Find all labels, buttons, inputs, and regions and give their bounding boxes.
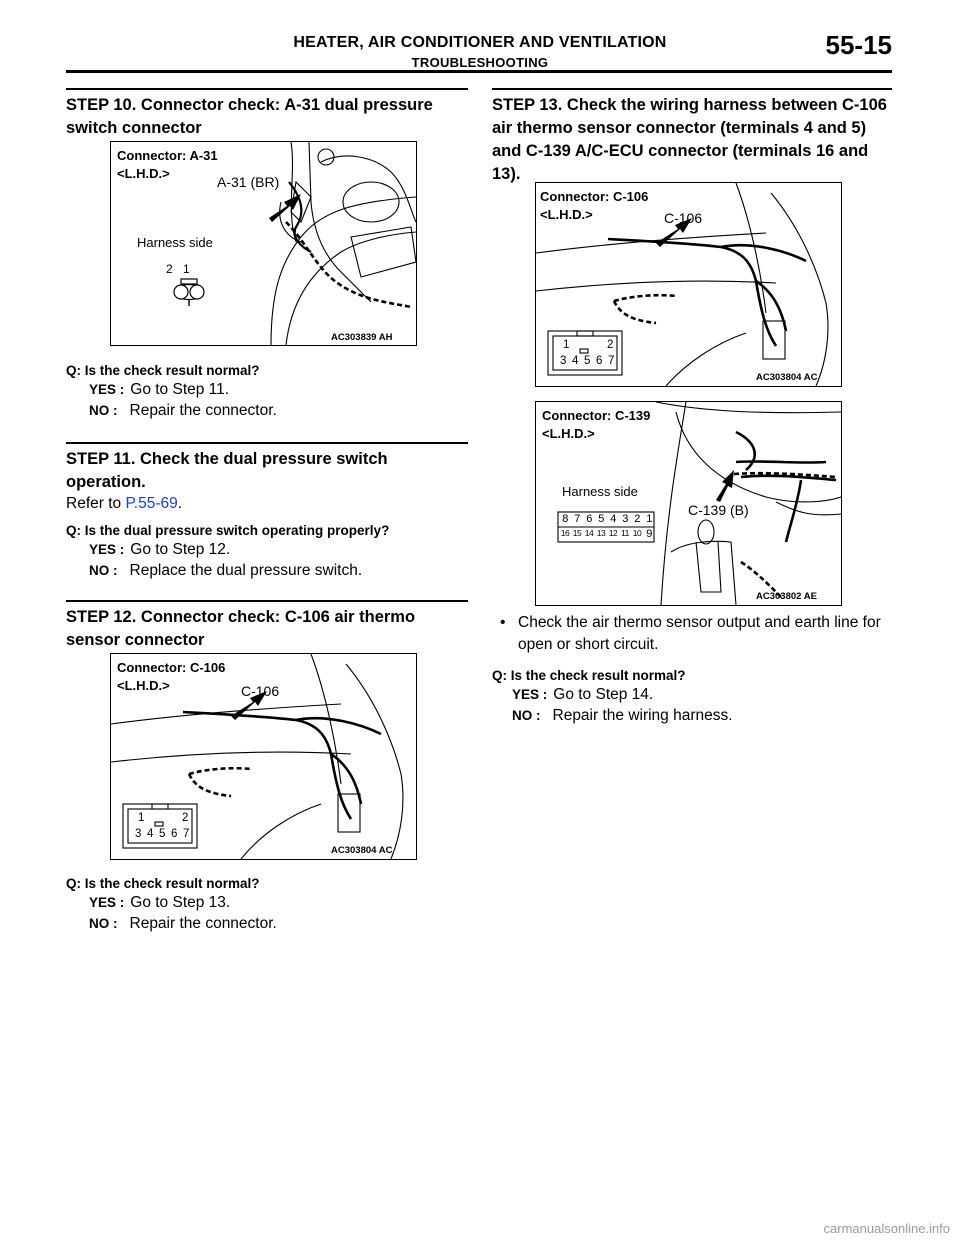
figure-c106-left (110, 653, 417, 860)
step-11-reference (66, 495, 468, 513)
step-10-no (66, 402, 468, 420)
pin-9: 9 (646, 528, 652, 540)
pin-5: 5 (584, 355, 591, 367)
pin-2: 2 (182, 812, 189, 824)
step-13-body (492, 612, 892, 725)
yes-text: Go to Step 13. (130, 894, 231, 911)
bullet-dot: • (500, 614, 506, 631)
section-title: HEATER, AIR CONDITIONER AND VENTILATION (293, 34, 667, 51)
ref-suffix: . (177, 495, 183, 512)
pin-1: 1 (563, 339, 570, 351)
pin-7: 7 (574, 513, 580, 525)
step-13-no (492, 707, 892, 725)
step-13 (492, 88, 892, 186)
step-13-title: STEP 13. Check the wiring harness between C-106 air thermo sensor connector (terminals 4 and 5) and C-139 A/C-ECU connector (terminals 16 and 13). (492, 96, 887, 183)
connector-face-a31 (174, 279, 204, 306)
pin-6: 6 (171, 828, 178, 840)
step-12-question: Q: Is the check result normal? (66, 876, 260, 891)
no-text: Repair the connector. (129, 402, 277, 419)
figure-c106-right (535, 182, 842, 387)
pin-1: 1 (183, 262, 190, 276)
pin-2: 2 (607, 339, 614, 351)
step-11-title: STEP 11. Check the dual pressure switch operation. (66, 450, 388, 491)
figure-id: AC303804 AC (756, 372, 818, 383)
section-subtitle: TROUBLESHOOTING (411, 55, 549, 70)
figure-callout-label: C-106 (241, 683, 280, 699)
figure-lhd-label: <L.H.D.> (117, 166, 170, 181)
left-column (66, 88, 468, 140)
bullet-text: Check the air thermo sensor output and earth line for open or short circuit. (518, 614, 881, 653)
step-10-answers (66, 363, 468, 420)
figure-connector-label: Connector: C-106 (117, 660, 226, 675)
figure-connector-label: Connector: A-31 (117, 148, 218, 163)
pin-2: 2 (634, 513, 640, 525)
figure-id: AC303802 AE (756, 591, 817, 602)
pin-3: 3 (560, 355, 567, 367)
yes-key: YES : (89, 895, 125, 910)
ref-link[interactable]: P.55-69 (125, 495, 178, 512)
pin-14: 14 (584, 528, 594, 538)
step-11-rule (66, 442, 468, 444)
pin-16: 16 (560, 528, 570, 538)
pin-4: 4 (610, 513, 616, 525)
header-rule (66, 70, 892, 73)
figure-lhd-label: <L.H.D.> (117, 678, 170, 693)
pin-1: 1 (138, 812, 145, 824)
page-number: 55-15 (825, 30, 892, 60)
pin-6: 6 (596, 355, 603, 367)
pin-7: 7 (608, 355, 615, 367)
connector-face-c106 (123, 804, 197, 848)
connector-face-c106 (548, 331, 622, 375)
step-12-title: STEP 12. Connector check: C-106 air thermo sensor connector (66, 608, 416, 649)
no-text: Repair the connector. (129, 915, 277, 932)
figure-harness-label: Harness side (137, 235, 213, 250)
pin-4: 4 (572, 355, 579, 367)
step-11-no (66, 562, 468, 580)
figure-lhd-label: <L.H.D.> (540, 207, 593, 222)
figure-id: AC303804 AC (331, 845, 393, 856)
step-10-question: Q: Is the check result normal? (66, 363, 260, 378)
pin-12: 12 (608, 528, 618, 538)
step-12 (66, 600, 468, 652)
yes-key: YES : (89, 542, 125, 557)
no-key: NO : (89, 916, 118, 931)
pin-8: 8 (562, 513, 568, 525)
figure-c139 (535, 401, 842, 606)
pin-11: 11 (621, 528, 629, 538)
watermark: carmanualsonline.info (823, 1221, 950, 1236)
pin-10: 10 (632, 528, 642, 538)
step-11-yes (66, 541, 468, 559)
pin-5: 5 (598, 513, 604, 525)
pin-3: 3 (622, 513, 628, 525)
step-13-rule (492, 88, 892, 90)
figure-connector-label: Connector: C-139 (542, 408, 651, 423)
pin-1: 1 (646, 513, 652, 525)
step-10-rule (66, 88, 468, 90)
figure-a31 (110, 141, 417, 346)
figure-harness-label: Harness side (562, 484, 638, 499)
figure-callout-label: C-139 (B) (688, 502, 749, 518)
no-key: NO : (89, 563, 118, 578)
step-10-yes (66, 381, 468, 399)
figure-connector-label: Connector: C-106 (540, 189, 649, 204)
step-13-question: Q: Is the check result normal? (492, 668, 686, 683)
yes-key: YES : (512, 687, 548, 702)
no-key: NO : (512, 708, 541, 723)
step-12-answers (66, 876, 468, 933)
pin-3: 3 (135, 828, 142, 840)
pin-2: 2 (166, 262, 173, 276)
figure-callout-label: C-106 (664, 210, 703, 226)
figure-callout-label: A-31 (BR) (217, 174, 280, 190)
yes-text: Go to Step 11. (130, 381, 230, 398)
yes-text: Go to Step 12. (130, 541, 231, 558)
figure-id: AC303839 AH (331, 332, 393, 343)
yes-key: YES : (89, 382, 125, 397)
step-13-yes (492, 686, 892, 704)
ref-prefix: Refer to (66, 495, 126, 512)
pin-4: 4 (147, 828, 154, 840)
pin-15: 15 (572, 528, 582, 538)
no-text: Replace the dual pressure switch. (129, 562, 363, 579)
step-12-no (66, 915, 468, 933)
step-12-rule (66, 600, 468, 602)
pin-13: 13 (596, 528, 606, 538)
step-13-bullet (492, 612, 892, 656)
step-11 (66, 442, 468, 580)
no-text: Repair the wiring harness. (552, 707, 733, 724)
yes-text: Go to Step 14. (553, 686, 654, 703)
pin-6: 6 (586, 513, 592, 525)
step-12-yes (66, 894, 468, 912)
pin-5: 5 (159, 828, 166, 840)
step-11-question: Q: Is the dual pressure switch operating properly? (66, 523, 390, 538)
step-10-title: STEP 10. Connector check: A-31 dual pressure switch connector (66, 96, 433, 137)
figure-lhd-label: <L.H.D.> (542, 426, 595, 441)
no-key: NO : (89, 403, 118, 418)
pin-7: 7 (183, 828, 190, 840)
